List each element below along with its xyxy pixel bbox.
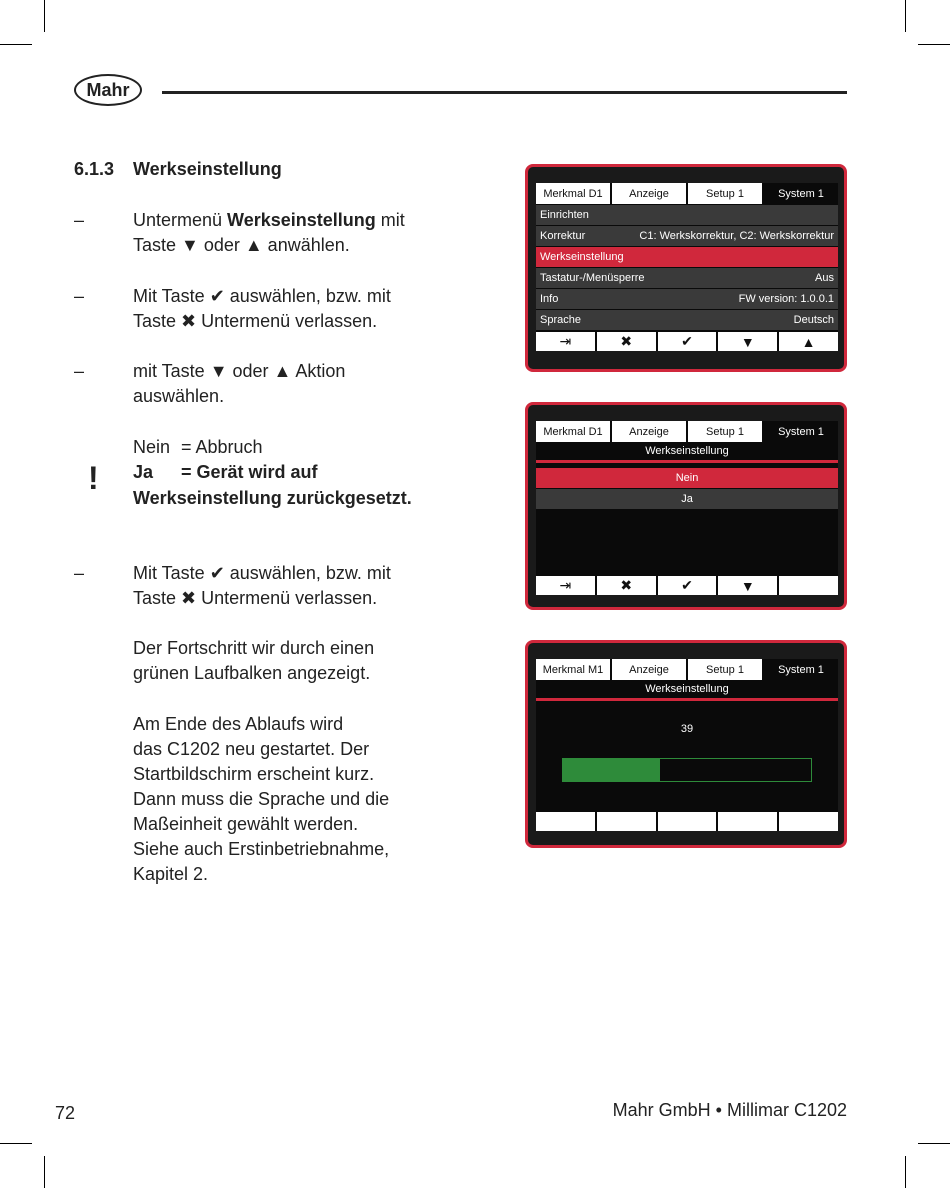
step-4-line2: Taste ✖ Untermenü verlassen. — [133, 588, 378, 608]
cancel-icon[interactable]: ✖ — [597, 332, 656, 351]
progress-bar — [562, 758, 812, 782]
paragraph-restart — [133, 712, 389, 887]
exit-icon[interactable]: ⇥ — [536, 332, 595, 351]
arrow-up-icon[interactable]: ▲ — [779, 332, 838, 351]
softkey-bar — [536, 576, 838, 595]
page-number: 72 — [55, 1103, 76, 1123]
step-4-line1: Mit Taste ✔ auswählen, bzw. mit — [133, 563, 391, 583]
crop-mark — [0, 1143, 32, 1144]
mahr-logo: Mahr — [74, 74, 142, 106]
para-line: Am Ende des Ablaufs wird — [133, 714, 344, 734]
para-line: Dann muss die Sprache und die — [133, 789, 390, 809]
option-ja-value-2: Werkseinstellung zurückgesetzt. — [133, 488, 412, 508]
screen-display — [536, 183, 838, 351]
menu-value: Aus — [815, 272, 834, 284]
option-label: Ja — [681, 493, 693, 505]
tab-setup[interactable]: Setup 1 — [688, 659, 762, 680]
menu-label: Einrichten — [540, 209, 589, 221]
tab-bar — [536, 183, 838, 204]
step-dash: – — [74, 210, 85, 230]
step-1-post: mit — [375, 210, 405, 230]
menu-item-einrichten[interactable] — [536, 205, 838, 225]
screen-title: Werkseinstellung — [536, 680, 838, 701]
menu-item-korrektur[interactable] — [536, 226, 838, 246]
step-3-line2: auswählen. — [133, 386, 225, 406]
step-4-text — [133, 561, 391, 611]
option-nein-value: = Abbruch — [181, 437, 263, 457]
device-screen-confirm — [525, 402, 847, 610]
empty-softkey[interactable] — [597, 812, 656, 831]
warning-icon: ! — [88, 460, 99, 496]
para-line: Maßeinheit gewählt werden. — [133, 814, 359, 834]
section-number: 6.1.3 — [74, 159, 115, 179]
step-2-line1: Mit Taste ✔ auswählen, bzw. mit — [133, 286, 391, 306]
step-1-text — [133, 208, 405, 258]
menu-label: Tastatur-/Menüsperre — [540, 272, 645, 284]
step-2-text — [133, 284, 391, 334]
para-line: das C1202 neu gestartet. Der — [133, 739, 370, 759]
menu-value: Deutsch — [793, 314, 834, 326]
device-screen-progress — [525, 640, 847, 848]
progress-fill — [563, 759, 660, 781]
option-ja-key: Ja — [133, 462, 154, 482]
para-line: grünen Laufbalken angezeigt. — [133, 663, 371, 683]
softkey-bar — [536, 812, 838, 831]
para-line: Startbildschirm erscheint kurz. — [133, 764, 375, 784]
tab-anzeige[interactable]: Anzeige — [612, 183, 686, 204]
menu-value: FW version: 1.0.0.1 — [738, 293, 834, 305]
step-dash: – — [74, 361, 85, 381]
crop-mark — [918, 1143, 950, 1144]
screen-title: Werkseinstellung — [536, 442, 838, 463]
tab-bar — [536, 421, 838, 442]
crop-mark — [0, 44, 32, 45]
menu-item-tastatursperre[interactable] — [536, 268, 838, 288]
empty-softkey[interactable] — [718, 812, 777, 831]
empty-softkey[interactable] — [658, 812, 717, 831]
step-3-text — [133, 359, 345, 409]
arrow-down-icon[interactable]: ▼ — [718, 576, 777, 595]
step-dash: – — [74, 563, 85, 583]
tab-system[interactable]: System 1 — [764, 183, 838, 204]
tab-setup[interactable]: Setup 1 — [688, 183, 762, 204]
tab-setup[interactable]: Setup 1 — [688, 421, 762, 442]
paragraph-progress — [133, 636, 374, 686]
header-rule — [162, 91, 847, 94]
para-line: Siehe auch Erstinbetriebnahme, — [133, 839, 390, 859]
menu-label: Korrektur — [540, 230, 586, 242]
menu-label: Sprache — [540, 314, 581, 326]
option-nein[interactable] — [536, 468, 838, 488]
softkey-bar — [536, 332, 838, 351]
option-ja[interactable] — [536, 489, 838, 509]
tab-merkmal[interactable]: Merkmal D1 — [536, 183, 610, 204]
step-1-bold: Werkseinstellung — [227, 210, 376, 230]
step-dash: – — [74, 286, 85, 306]
exit-icon[interactable]: ⇥ — [536, 576, 595, 595]
tab-system[interactable]: System 1 — [764, 659, 838, 680]
crop-mark — [44, 1156, 45, 1188]
empty-softkey[interactable] — [779, 812, 838, 831]
menu-item-sprache[interactable] — [536, 310, 838, 330]
cancel-icon[interactable]: ✖ — [597, 576, 656, 595]
para-line: Der Fortschritt wir durch einen — [133, 638, 375, 658]
empty-softkey[interactable] — [536, 812, 595, 831]
crop-mark — [44, 0, 45, 32]
tab-merkmal[interactable]: Merkmal M1 — [536, 659, 610, 680]
menu-label: Werkseinstellung — [540, 251, 624, 263]
step-1-line2: Taste ▼ oder ▲ anwählen. — [133, 235, 350, 255]
option-label: Nein — [675, 472, 699, 484]
step-3-line1: mit Taste ▼ oder ▲ Aktion — [133, 361, 346, 381]
menu-value: C1: Werkskorrektur, C2: Werkskorrektur — [639, 230, 834, 242]
menu-label: Info — [540, 293, 559, 305]
para-line: Kapitel 2. — [133, 864, 209, 884]
progress-counter: 39 — [680, 723, 694, 735]
option-ja-value: = Gerät wird auf — [181, 462, 318, 482]
tab-system[interactable]: System 1 — [764, 421, 838, 442]
screen-display — [536, 659, 838, 831]
menu-item-werkseinstellung[interactable] — [536, 247, 838, 267]
menu-item-info[interactable] — [536, 289, 838, 309]
crop-mark — [918, 44, 950, 45]
footer-company: Mahr GmbH • Millimar C1202 — [612, 1100, 847, 1120]
tab-anzeige[interactable]: Anzeige — [612, 421, 686, 442]
option-nein-key: Nein — [133, 437, 171, 457]
empty-softkey[interactable] — [779, 576, 838, 595]
step-1-pre: Untermenü — [133, 210, 228, 230]
screen-display — [536, 421, 838, 595]
step-2-line2: Taste ✖ Untermenü verlassen. — [133, 311, 378, 331]
device-screen-menu — [525, 164, 847, 372]
section-title: Werkseinstellung — [133, 159, 282, 179]
tab-merkmal[interactable]: Merkmal D1 — [536, 421, 610, 442]
crop-mark — [905, 0, 906, 32]
tab-bar — [536, 659, 838, 680]
confirm-icon[interactable]: ✔ — [658, 332, 717, 351]
crop-mark — [905, 1156, 906, 1188]
confirm-icon[interactable]: ✔ — [658, 576, 717, 595]
arrow-down-icon[interactable]: ▼ — [718, 332, 777, 351]
tab-anzeige[interactable]: Anzeige — [612, 659, 686, 680]
